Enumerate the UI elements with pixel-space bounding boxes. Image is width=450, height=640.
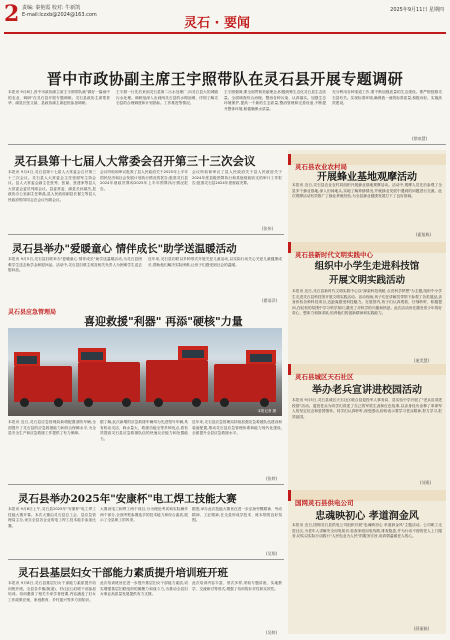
sidebar-label-text: 灵石县新时代文明实践中心 xyxy=(295,251,373,259)
divider xyxy=(8,484,284,485)
section-label-emergency: 灵石县应急管理局 xyxy=(8,309,57,316)
truck-wheel xyxy=(154,398,163,407)
love-byline: (翟雨萍) xyxy=(262,298,278,303)
cpc-text-col1: 本报讯 9月4日,灵石县第十七届人大常委会召开第三十三次会议。灵石县人大常委会主任张树军主持会议。县人大常委会副主任张秀、张斌、张建家等县人大常委会委员列席会议。县委常委、副县长孙斌杰,县政协办公室副主任韩晶,县人民政府副县长翟立等县人民政府领导同志在会议列席会议。 xyxy=(8,170,96,202)
emergency-text-col2: 据了解,此次新增的应急救援车辆均为先进型号车辆,具有机动灵活、载水量大、救援功能全等多种优点,将有效提高灵石县应急救援队伍的快速反应能力和处置能力。 xyxy=(100,420,188,441)
sidebar-label-power xyxy=(288,490,446,507)
truck-wheel xyxy=(220,398,229,407)
sidebar-label-text: 灵石县农业农村局 xyxy=(295,163,347,171)
women-text-col1: 本报讯 9月8日,灵石县基层妇女干部能力素质提升培训班开班。全县各乡镇(街道)、村(社区)妇联干部参加培训。培训邀请了相关专家学者授课,内容涵盖了妇女工作政策法规、家庭教育、乡村振兴等多方面知识。 xyxy=(8,581,96,602)
emergency-text-col3: 近年来,灵石县应急管理局持续加强应急救援队伍建设和装备配置,推动灵石县应急管理体系和能力现代化建设,全面提升全县应急救援水平。 xyxy=(192,420,282,436)
cpc-text-col2: 会议听取和审议批准了县人民政府关于2025年上半年国民经济和社会发展计划执行情况的报告;批准灵石县2024年财政决算和2025年上半年预算执行情况报告。 xyxy=(100,170,188,191)
truck-windshield xyxy=(250,354,272,362)
safety-text-col1: 本报讯 9月8日上午,灵石县2025年"安康杯"电工焊工技能大赛开幕。本次大赛由灵石县总工会、县应急管理局主办,来自全县各企业的电工焊工技术能手参加比赛。 xyxy=(8,507,96,528)
lead-headline: 晋中市政协副主席王宇照带队在灵石县开展专题调研 xyxy=(46,70,404,88)
sidebar-title-civil-1: 组织中小学生走进科技馆 xyxy=(314,261,420,272)
article-title-women: 灵石县基层妇女干部能力素质提升培训班开班 xyxy=(18,567,228,579)
sidebar-label-agri xyxy=(288,154,446,171)
cpc-byline: (张伟) xyxy=(262,226,274,231)
page-number: 2 xyxy=(4,1,20,27)
truck-wheel xyxy=(260,398,269,407)
safety-text-col2: 大赛设电工和焊工两个项目,分为理论考试和实际操作两个部分,全面考察参赛选手的技术能力和综合素质,展示了全县职工的风采。 xyxy=(100,507,188,523)
article-title-emergency: 喜迎救援"利器" 再添"硬核"力量 xyxy=(84,315,243,328)
fire-truck xyxy=(146,360,208,402)
emergency-text-col1: 本报讯 近日,灵石县应急管理局新增配置消防车辆,全面提升了灵石县的应急救援能力和综合保障水平,为全县安全生产和应急救援工作提供了有力保障。 xyxy=(8,420,96,436)
sidebar-label-civil xyxy=(288,242,446,259)
women-text-col3: 此次培训内容丰富、形式多样,采取专题讲座、实地教学、交流研讨等形式,增强了培训的针对性和实效性。 xyxy=(192,581,282,591)
truck-wheel xyxy=(192,398,201,407)
editor-line: 责编: 秦艳霞 校对: 牛新凯 xyxy=(22,5,81,11)
love-text-col2: 近年来,灵石县妇联以多种形式开展关爱儿童活动,以实际行动关心关爱儿童健康成长,帮助他们解决实际困难,让孩子们感受到社会的温暖。 xyxy=(148,257,282,267)
fire-trucks-photo xyxy=(8,328,282,416)
sidebar-byline-civil: (庞美慧) xyxy=(414,358,430,363)
sidebar-byline-power: (薛丽娟) xyxy=(414,626,430,631)
women-byline: (吴婷) xyxy=(266,630,278,635)
truck-wheel xyxy=(54,398,63,407)
divider xyxy=(8,144,446,145)
safety-text-col3: 据悉,举办此次技能大赛旨在进一步弘扬劳模精神、劳动精神、工匠精神,在全县形成学技术、练本领的良好氛围。 xyxy=(192,507,282,523)
safety-byline: (吴翔) xyxy=(266,551,278,556)
issue-date: 2025年9月11日 星期四 xyxy=(390,7,444,13)
sidebar-label-village xyxy=(288,364,446,381)
photo-caption: 本报记者 摄 xyxy=(257,409,276,413)
cpc-text-col3: 会议听取和审议了县人民政府关于县人民政府关于2024年度县级预算执行和其他财政收支的审计工作报告;批准灵石县2024年度财政决算。 xyxy=(192,170,282,186)
editor-meta xyxy=(22,5,97,19)
lead-text-col3: 王宇照强调,要全面贯彻美丽理念,积极统筹生态化灵石县生态质量。全面调查综合治理。整治各种污染、认真落实。加强生态环境保护,提高一个新的生态质量,整治管理和完善设备,不断提升整体环境,积极确保水质量。 xyxy=(224,90,326,111)
women-text-col2: 此次培训班旨在进一步提升基层妇女干部能力素质,切实增强基层妇联组织的凝聚力和战斗力,为推动全县妇女事业高质量发展提供有力支撑。 xyxy=(100,581,188,597)
truck-wheel xyxy=(122,398,131,407)
truck-windshield xyxy=(81,352,103,360)
email-line: E-mail:lczxb@2024@163.com xyxy=(22,12,97,18)
fire-truck xyxy=(214,364,276,402)
lead-byline: (徐冰慧) xyxy=(412,136,428,141)
sidebar-byline-village: (刘燕) xyxy=(420,480,432,485)
section-title: 灵石 · 要闻 xyxy=(184,16,250,31)
fire-truck xyxy=(78,362,140,402)
sidebar-title-power: 忠魂映初心 孝道润金风 xyxy=(315,511,419,522)
sidebar-label-text: 灵石县城区天石社区 xyxy=(295,373,354,381)
article-title-safety: 灵石县举办2025年"安康杯"电工焊工技能大赛 xyxy=(18,493,237,505)
article-title-love: 灵石县举办"爱暖童心 情伴成长"助学送温暖活动 xyxy=(12,243,237,255)
sidebar-text-power: 本报讯 近日,国网灵石县供电公司组织开展"忠魂映初心 孝道润金风"主题活动。公司职工走进社区,为老年人讲解安全用电知识,检查家庭用电线路,排查隐患,并为行动不便的老人上门服务,切实以实际行动践行"人民电业为人民"的服务宗旨,用真情温暖老人的心。 xyxy=(292,523,442,539)
sidebar-text-village: 本报讯 9月5日,灵石县城区天石社区联合县退役军人事务局、县实验中学开展了"老兵宣讲进校园"活动。退役老兵为同学们讲述了自己的军旅生涯和红色故事,以亲身经历诠释了革命军人的坚定信念和爱国情怀。同学们认真聆听,深受感动,纷纷表示要学习老兵精神,努力学习,报效祖国。 xyxy=(292,398,442,419)
sidebar-title-village: 举办老兵宣讲进校园活动 xyxy=(312,385,422,396)
sidebar-title-civil-2: 开展文明实践活动 xyxy=(328,275,405,286)
truck-wheel xyxy=(20,398,29,407)
sidebar-label-text: 国网灵石县供电公司 xyxy=(295,499,354,507)
page-header xyxy=(4,2,446,34)
sidebar-byline-agri: (霍旭栋) xyxy=(416,232,432,237)
sidebar-text-agri: 本报讯 近日,灵石县农业农村局组织开展蜂业基地观摩活动。活动中,观摩人员先后参观了全县多个蜂业基地,深入田间地头,实地了解养蜂情况,并就蜂业发展中遇到的问题进行交流。此次观摩活动有效推广了蜂业养殖经验,为全县蜂业健康发展打下了良好基础。 xyxy=(292,183,442,199)
sidebar-title-agri: 开展蜂业基地观摩活动 xyxy=(317,172,417,183)
truck-windshield xyxy=(17,356,37,364)
lead-text-col1: 本报讯 9月8日,晋中市政协副主席王宇照带队就"做好一篇雨中的农业、调研"在灵石县开展专题调研。灵石县政协主席郑世华、副县长张文斌、县政协副主席赵恒参加调研。 xyxy=(8,90,110,106)
lead-text-col4: 充分利用各种渠道工作,要不断加强质量的生态建设。要严格按照灵石县有关。实现标准环境,确保我一流的标准质量,积极向好。实施高效建设。 xyxy=(332,90,442,106)
fire-truck xyxy=(14,366,72,402)
emergency-byline: (张婷) xyxy=(266,476,278,481)
sidebar-text-civil: 本报讯 近日,灵石县新时代文明实践中心以"探索科技奥秘 点亮科学梦想"为主题,组织中小学生走进灵石县科技馆开展文明实践活动。活动现场,孩子们在讲解员带领下参观了各类展品,亲身体验各种科技项目,近距离感受科技魅力。在展馆内,孩子们认真观看、仔细聆听、积极提问,在轻松的氛围中学习科学知识,激发了对科学的兴趣和热爱。此次活动旨在激发青少年的好奇心、想象力和探求欲,培养他们的创新精神和实践能力。 xyxy=(292,289,442,316)
divider xyxy=(8,234,284,235)
truck-wheel xyxy=(84,398,93,407)
divider xyxy=(8,559,284,560)
article-title-cpc: 灵石县第十七届人大常委会召开第三十三次会议 xyxy=(14,154,256,168)
truck-windshield xyxy=(182,350,204,358)
lead-text-col2: 王宇照一行先后来到灵石县第二污水处理厂,向灵石县大的城镇污水处理。调研组深入出到两灵石县的水网治理、详细了解灵石县的合理调度和计划指标。工作推进等情况。 xyxy=(116,90,218,106)
love-text-col1: 本报讯 9月5日,灵石县妇联举办"爱暖童心 情伴成长"助学送温暖活动,为灵石县困难学生送去助学金和慰问品。活动中,灵石县妇联主席及相关负责人为困难学生送去慰问品。 xyxy=(8,257,142,273)
